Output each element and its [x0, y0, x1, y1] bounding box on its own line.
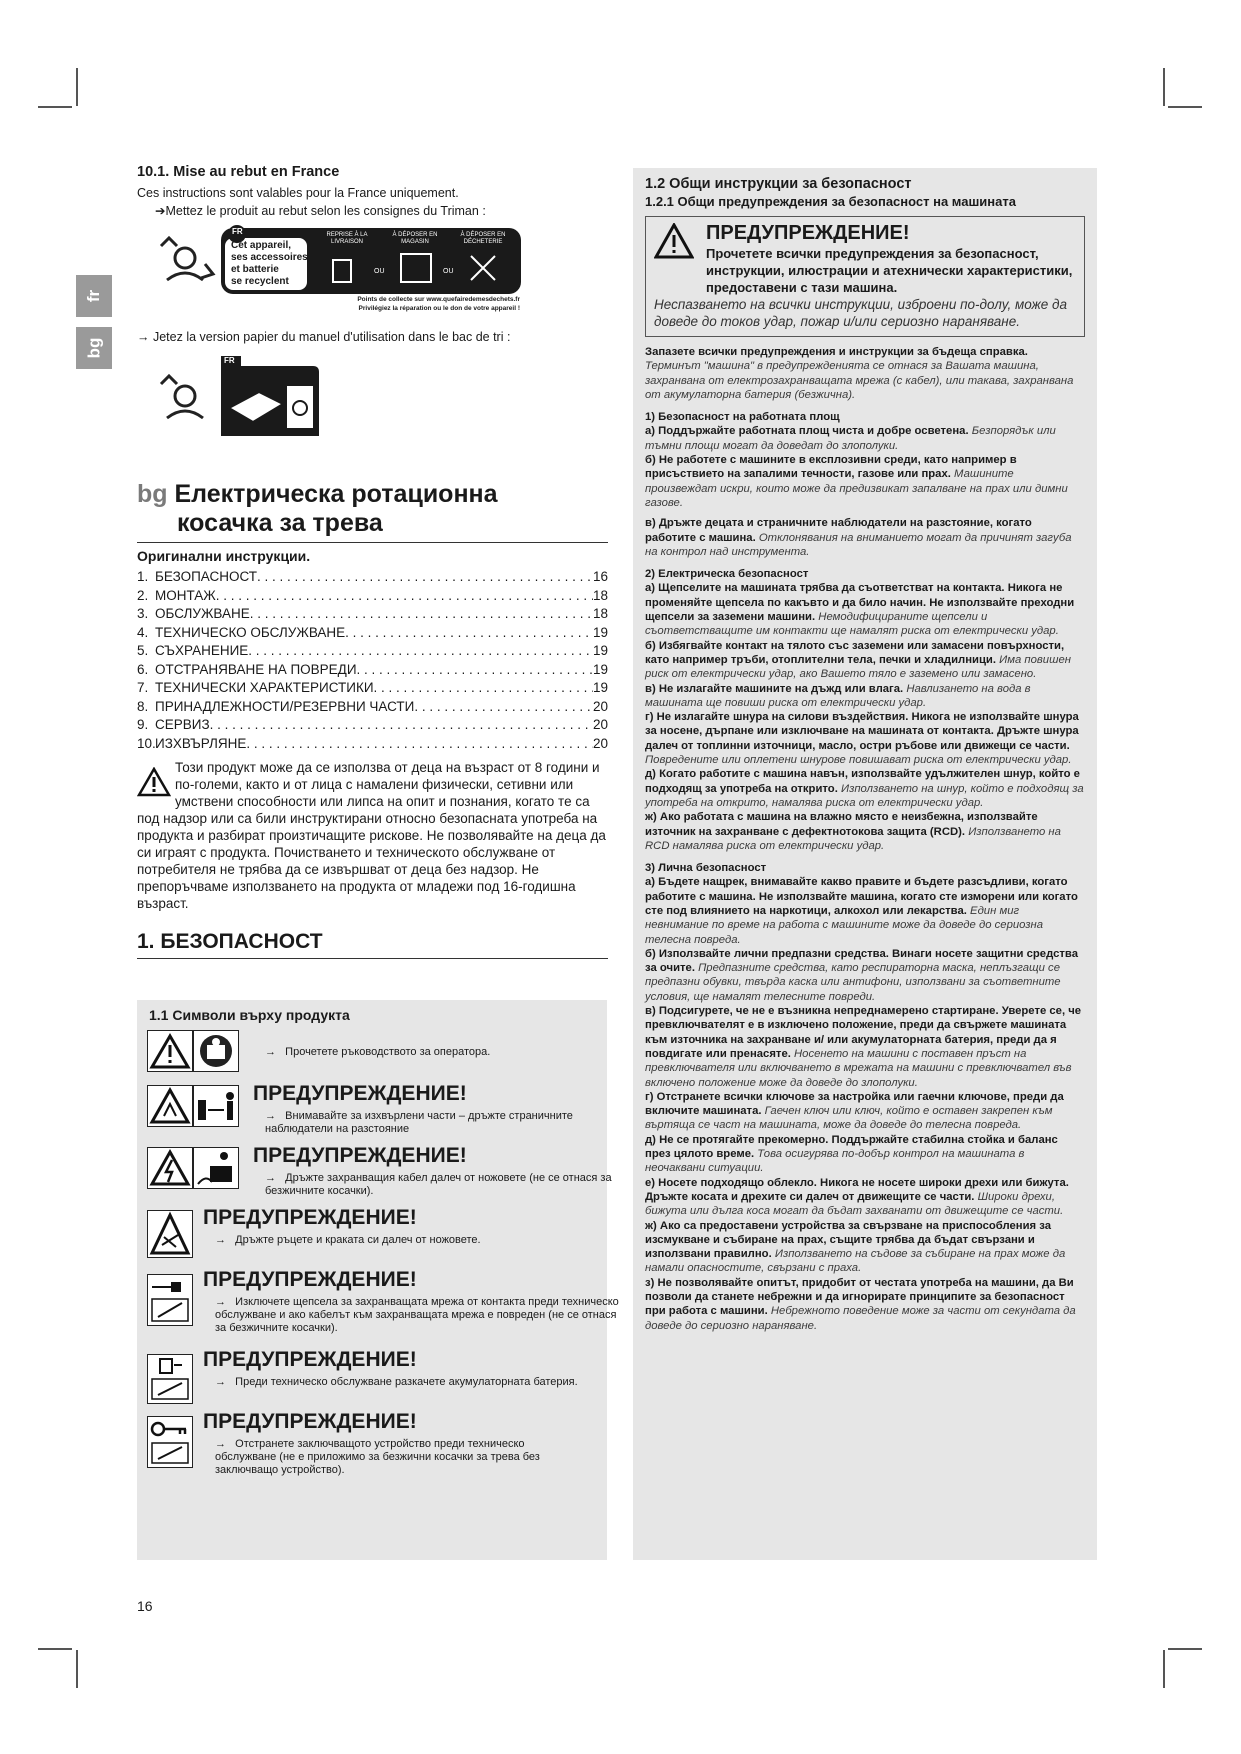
triman-line: se recyclent [231, 276, 289, 287]
arrow-icon: → [215, 1376, 226, 1388]
toc-title: ИЗХВЪРЛЯНЕ [155, 735, 247, 751]
toc-page: 20 [592, 698, 608, 714]
triman-ou: OU [443, 268, 454, 275]
triman-line: Cet appareil, [231, 240, 292, 251]
rule-item [645, 453, 1085, 510]
rule-italic: Има повишен риск от електрически удар, ако Вашето тяло е заземено или замасено. [645, 653, 1071, 681]
toc-number: 4. [137, 624, 149, 640]
toc-leader [216, 587, 593, 606]
toc-number: 5. [137, 643, 149, 658]
triman-option: REPRISE À LA LIVRAISON [326, 232, 368, 245]
toc-title: МОНТАЖ [155, 587, 216, 603]
rule-bold: б) Избягвайте контакт на тялото със заземени или замасени повърхности, като например тръби, отоплителни тела, печки и хладилници. [645, 639, 1065, 666]
language-tab-fr[interactable] [76, 275, 112, 317]
symbols-heading: 1.1 Символи върху продукта [149, 1007, 350, 1023]
rule-italic: Машините произвеждат искри, които може да предизвикат запалване на прах или димни газове. [645, 468, 1068, 509]
toc-number: 8. [137, 698, 149, 714]
rule-italic: Повредените или оплетени шнурове повишават риска от електрически удар. [645, 754, 1072, 767]
rule-bold: з) Не позволявайте опитът, придобит от честата употреба на машини, да Ви позволи да станете небрежни и да игнорирате принципите за безопасност при работа с машини. [645, 1276, 1074, 1318]
rule-italic: Използването на съдове за събиране на прах може да намали опасностите, свързани с праха. [645, 1248, 1066, 1275]
unplug-icon [147, 1274, 193, 1326]
language-tab-bg[interactable] [76, 327, 112, 369]
rule-item [645, 875, 1085, 946]
toc-page: 20 [592, 735, 608, 751]
rule-item [645, 1276, 1085, 1333]
warning-bold-text: Прочетете всички предупреждения за безопасност, инструкции, илюстрации и атехнически характеристики, предоставени с тази машина. [706, 246, 1073, 295]
triman-footer: Privilégiez la réparation ou le don de votre appareil ! [358, 305, 520, 312]
symbol-desc [253, 1110, 605, 1136]
toc-title: ОТСТРАНЯВАНЕ НА ПОВРЕДИ [155, 661, 357, 677]
toc-page: 18 [592, 587, 608, 603]
toc-entry[interactable] [137, 698, 608, 717]
symbol-row-key [147, 1410, 597, 1482]
toc-leader [250, 605, 593, 624]
toc-leader [414, 698, 593, 717]
toc-leader [257, 568, 593, 587]
warning-italic-text: Неспазването на всички инструкции, изброени по-долу, може да доведе до токов удар, пожар и/или сериозно нараняване. [654, 297, 1068, 329]
toc-page: 19 [592, 680, 608, 695]
symbol-desc-text: Внимавайте за изхвърлени части – дръжте страничните наблюдатели на разстояние [265, 1110, 573, 1135]
language-code: bg [137, 480, 168, 508]
toc-entry[interactable] [137, 735, 608, 754]
toc-leader [210, 716, 593, 735]
mower-cable-icon [193, 1147, 239, 1189]
crop-mark [1168, 106, 1202, 108]
arrow-icon: → [215, 1296, 226, 1308]
children-warning [137, 759, 608, 912]
symbol-desc-text: Прочетете ръководството за оператора. [285, 1046, 491, 1058]
rule-item [645, 516, 1085, 559]
symbols-box [137, 1000, 619, 1560]
crop-mark [1163, 68, 1165, 106]
arrow-icon: → [265, 1172, 276, 1184]
toc-entry[interactable] [137, 568, 608, 587]
rule-bold: в) Не излагайте машините на дъжд или влага. [645, 682, 904, 695]
symbol-row-unplug [147, 1268, 619, 1338]
table-of-contents [137, 568, 608, 753]
toc-leader [345, 624, 593, 643]
paper-badge: FR [224, 356, 235, 365]
rule-bold: г) Не излагайте шнура на силови въздействия. Никога не използвайте шнура за носене, дърпане или изключване на машината от контакта. Дръжте шнура далеч от топлинни източници, масло, остри ръбове или движещи се части. [645, 711, 1079, 752]
toc-entry[interactable] [137, 716, 608, 735]
rule-item [645, 639, 1085, 682]
rule-italic: Навлизането на вода в машината ще повиши риска от електрически удар. [645, 682, 1031, 709]
arrow-icon: → [265, 1046, 276, 1058]
toc-title: БЕЗОПАСНОСТ [155, 569, 258, 584]
remove-battery-icon [147, 1354, 193, 1404]
toc-leader [246, 735, 593, 754]
toc-entry[interactable] [137, 587, 608, 606]
title-line2: косачка за трева [177, 509, 383, 537]
warning-title: ПРЕДУПРЕЖДЕНИЕ! [706, 222, 910, 244]
rule-bold: а) Бъдете нащрек, внимавайте какво правите и бъдете разсъдливи, когато работите с машина. Не използвайте машина, когато сте изморени или когато сте под влиянието на наркотици, алкохол или лекарства. [645, 876, 1078, 917]
crop-mark [1163, 1650, 1165, 1688]
toc-leader [248, 642, 593, 661]
rule-item [645, 1176, 1085, 1219]
section-1-2-1-heading: 1.2.1 Общи предупреждения за безопасност на машината [645, 194, 1016, 209]
left-column [137, 164, 608, 959]
symbol-desc-text: Изключете щепсела за захранващата мрежа от контакта преди техническо обслужване и ако кабелът към захранващата мрежа е повреден (не се отнася за безжичните косачки). [215, 1296, 619, 1334]
rule-item [645, 1219, 1085, 1276]
tab-label: fr [84, 289, 103, 303]
symbol-desc [253, 1172, 621, 1198]
symbol-warning-title: ПРЕДУПРЕЖДЕНИЕ! [203, 1206, 417, 1229]
rule-item [645, 1133, 1085, 1176]
right-column [633, 168, 1097, 1560]
symbol-warning-title: ПРЕДУПРЕЖДЕНИЕ! [253, 1082, 467, 1105]
read-manual-icon [193, 1030, 239, 1072]
toc-title: ПРИНАДЛЕЖНОСТИ/РЕЗЕРВНИ ЧАСТИ [155, 698, 415, 714]
rule-bold: е) Носете подходящо облекло. Никога не носете широки дрехи или бижута. Дръжте косата и дрехите си далеч от движещите се части. [645, 1176, 1069, 1203]
triman-option: À DÉPOSER EN MAGASIN [392, 232, 438, 245]
subsection-title: 2) Електрическа безопасност [645, 568, 809, 581]
subsection-heading [645, 861, 1085, 875]
children-warning-text: Този продукт може да се използва от деца на възраст от 8 години и по-големи, както и от лица с намалени физически, сетивни или умствени способности или липса на опит и познания, когато те са под надзор или са били инструктирани относно безопасната употреба на продукта и разбират произтичащите рискове. Не позволявайте на деца да си играят с продукта. Почистването и техническото обслужване от потребителя не трябва да се извършват от деца без надзор. Не препоръчваме използването на продукта от младежи под 16-годишна възраст. [137, 760, 606, 911]
rule-item [645, 947, 1085, 1004]
symbol-warning-title: ПРЕДУПРЕЖДЕНИЕ! [203, 1410, 417, 1433]
symbol-desc [203, 1438, 585, 1477]
symbol-row-battery [147, 1348, 597, 1404]
term-text: Терминът "машина" в предупрежденията се отнася за Вашата машина, захранвана от електрозахранващата мрежа (с кабел), или такава, захранвана от акумулаторна батерия (безжична). [645, 360, 1074, 401]
warning-triangle-icon [137, 767, 171, 797]
toc-number: 7. [137, 680, 149, 695]
symbol-warning-title: ПРЕДУПРЕЖДЕНИЕ! [203, 1348, 417, 1371]
triman-line: ses accessoires, [231, 252, 311, 263]
rule-bold: ж) Ако са предоставени устройства за свързване на приспособления за изсмукване и събиране на прах, същите трябва да бъдат свързани и използвани правилно. [645, 1219, 1052, 1261]
rule-italic: Широки дрехи, бижута или дълга коса могат да бъдат захванати от движещите се части. [645, 1190, 1064, 1218]
tab-label: bg [84, 337, 103, 359]
rule-italic: Носенето на машини с поставен пръст на превключвателя или включването в мрежата на машини с превключвател във включено положение може да доведе до злополуки. [645, 1047, 1072, 1089]
toc-entry[interactable] [137, 624, 608, 643]
fr-intro: Ces instructions sont valables pour la France uniquement. [137, 186, 459, 200]
rule-bold: д) Не се протягайте прекомерно. Поддържайте стабилна стойка и баланс през цялото време. [645, 1133, 1058, 1161]
triman-ou: OU [374, 268, 385, 275]
toc-title: СЕРВИЗ [155, 717, 210, 732]
rule-item [645, 810, 1085, 853]
rule-item [645, 424, 1085, 453]
crop-mark [1168, 1648, 1202, 1650]
warning-triangle-icon [654, 223, 694, 259]
page-number: 16 [137, 1598, 153, 1614]
triman-line: et batterie [231, 264, 279, 275]
rule-bold: в) Дръжте децата и страничните наблюдатели на разстояние, когато работите с машина. [645, 517, 1032, 544]
toc-number: 6. [137, 661, 149, 677]
fr-step2: → Jetez la version papier du manuel d'utilisation dans le bac de tri : [137, 330, 511, 344]
toc-entry[interactable] [137, 605, 608, 624]
subsection-heading [645, 410, 1085, 424]
rule-item [645, 710, 1085, 767]
rule-italic: Предпазните средства, като респираторна маска, неплъзгащи се предпазни обувки, твърда каска или антифони, използвани за съответните условия, ще намалят телесните повреди. [645, 962, 1061, 1003]
blade-hazard-icon [147, 1210, 193, 1258]
toc-title: СЪХРАНЕНИЕ [155, 643, 249, 658]
triman-logo [155, 224, 535, 320]
crop-mark [76, 1650, 78, 1688]
toc-number: 9. [137, 717, 149, 732]
symbol-desc [203, 1376, 605, 1389]
toc-page: 16 [592, 569, 608, 584]
rule-bold: а) Поддържайте работната площ чиста и добре осветена. [645, 425, 969, 438]
toc-leader [357, 661, 593, 680]
triman-footer: Points de collecte sur www.quefairedemesdechets.fr [357, 296, 520, 303]
subsection-title: 3) Лична безопасност [645, 862, 767, 875]
toc-page: 19 [592, 661, 608, 677]
toc-number: 3. [137, 606, 149, 621]
rule-italic: Безпорядък или тъмни площи могат да доведат до злополуки. [645, 425, 1056, 452]
fr-section-heading: 10.1. Mise au rebut en France [137, 164, 340, 180]
crop-mark [76, 68, 78, 106]
general-warning-box [645, 216, 1085, 337]
subsection-heading [645, 567, 1085, 581]
symbol-desc-text: Преди техническо обслужване разкачете акумулаторната батерия. [235, 1376, 578, 1388]
rule-bold: б) Не работете с машините в експлозивни среди, като например в присъствието на запалими течности, газове или прах. [645, 454, 1017, 481]
paper-recycle-icon [155, 356, 375, 446]
symbol-desc-text: Дръжте ръцете и краката си далеч от ножовете. [235, 1234, 481, 1246]
symbol-row-thrown-objects [147, 1082, 597, 1135]
toc-number: 2. [137, 587, 149, 603]
symbol-row-cable [147, 1144, 612, 1197]
title-rule [137, 542, 608, 543]
rule-item [645, 682, 1085, 711]
toc-page: 20 [592, 717, 608, 732]
rule-item [645, 767, 1085, 810]
triman-badge: FR [232, 227, 243, 236]
symbol-row-read-manual [147, 1030, 597, 1078]
fr-step1: ➔Mettez le produit au rebut selon les consignes du Triman : [155, 204, 486, 218]
rule-item [645, 1090, 1085, 1133]
rule-italic: Използването на RCD намалява риска от електрически удар. [645, 825, 1061, 852]
arrow-icon: → [215, 1234, 226, 1246]
toc-number: 1. [137, 569, 149, 584]
rule-italic: Небрежното поведение може за части от секундата да доведе до сериозно нараняване. [645, 1305, 1076, 1332]
thrown-objects-icon [147, 1085, 193, 1127]
safety-rule [137, 958, 608, 959]
toc-leader [374, 679, 593, 698]
electric-shock-icon [147, 1147, 193, 1189]
rule-italic: Немодифицираните щепсели и съответстващите им контакти ще намалят риска от електрически удар. [645, 611, 1059, 638]
warning-triangle-icon [147, 1030, 193, 1072]
crop-mark [38, 1648, 72, 1650]
crop-mark [38, 106, 72, 108]
subsection-title: 1) Безопасност на работната площ [645, 411, 840, 424]
paper-recycle-logo [155, 356, 375, 446]
title-line1: Електрическа ротационна [174, 480, 498, 508]
symbol-desc-text: Дръжте захранващия кабел далеч от ножовете (не се отнася за безжичните косачки). [265, 1172, 612, 1197]
toc-page: 18 [592, 606, 608, 621]
safety-heading: 1. БЕЗОПАСНОСТ [137, 930, 323, 953]
keep-text: Запазете всички предупреждения и инструкции за бъдеща справка. [645, 346, 1028, 358]
rule-bold: б) Използвайте лични предпазни средства. Винаги носете защитни средства за очите. [645, 947, 1079, 975]
toc-entry[interactable] [137, 661, 608, 680]
toc-entry[interactable] [137, 642, 608, 661]
toc-entry[interactable] [137, 679, 608, 698]
rule-italic: Отклонявания на вниманието могат да причинят загуба на контрол над инструмента. [645, 531, 1072, 558]
symbol-row-blades [147, 1206, 597, 1260]
symbol-warning-title: ПРЕДУПРЕЖДЕНИЕ! [253, 1144, 467, 1167]
rule-bold: а) Щепселите на машината трябва да съответстват на контакта. Никога не променяйте щепсела по какъвто и да било начин. Не използвайте преходни щепсели за заземени машини. [645, 582, 1075, 624]
rule-italic: Гаечен ключ или ключ, който е оставен закрепен към въртяща се част на машината, може да доведе до телесна повреда. [645, 1105, 1053, 1132]
section-1-2-heading: 1.2 Общи инструкции за безопасност [645, 176, 912, 192]
toc-title: ОБСЛУЖВАНЕ [155, 606, 250, 621]
toc-title: ТЕХНИЧЕСКО ОБСЛУЖВАНЕ [155, 624, 346, 640]
rule-bold: г) Отстранете всички ключове за настройка или гаечни ключове, преди да включите машината. [645, 1090, 1064, 1118]
symbol-warning-title: ПРЕДУПРЕЖДЕНИЕ! [203, 1268, 417, 1291]
keep-distance-icon [193, 1085, 239, 1127]
symbol-desc [203, 1234, 605, 1247]
rule-bold: в) Подсигурете, че не е възникна непреднамерено стартиране. Уверете се, че превключвателят е в изключено положение, преди да свържете машината към източника на захранване и/ или акумулаторната батерия, преди да я повдигате или пренасяте. [645, 1005, 1082, 1060]
arrow-icon: → [265, 1110, 276, 1122]
rule-italic: Един миг невнимание по време на работа с машините може да доведе до сериозна телесна повреда. [645, 904, 1044, 946]
term-definition [645, 359, 1085, 402]
keep-instructions [645, 345, 1085, 359]
toc-page: 19 [592, 624, 608, 640]
document-title [137, 480, 608, 538]
toc-page: 19 [592, 643, 608, 658]
rule-italic: Използването на шнур, който е подходящ за употреба на открито, намалява риска от електрически удар. [645, 782, 1084, 809]
remove-key-icon [147, 1416, 193, 1468]
toc-title: ТЕХНИЧЕСКИ ХАРАКТЕРИСТИКИ [155, 680, 374, 695]
rule-bold: ж) Ако работата с машина на влажно място е неизбежна, използвайте източник на захранване с дефектнотокова защита (RCD). [645, 811, 1038, 838]
language-tabs [76, 275, 112, 379]
symbol-desc-text: Отстранете заключващото устройство преди техническо обслужване (не е приложимо за безжични косачки за трева без заключващо устройство). [215, 1438, 540, 1476]
rule-item [645, 581, 1085, 638]
triman-option: À DÉPOSER EN DÉCHETERIE [460, 232, 506, 245]
toc-number: 10. [137, 735, 156, 751]
symbol-desc [265, 1046, 595, 1059]
symbol-desc [203, 1296, 619, 1335]
rule-item [645, 1004, 1085, 1090]
rule-italic: Това осигурява по-добър контрол на машината в неочаквани ситуации. [645, 1148, 1025, 1175]
arrow-icon: → [215, 1438, 226, 1450]
original-instructions: Оригинални инструкции. [137, 548, 311, 564]
rule-bold: д) Когато работите с машина навън, използвайте удължителен шнур, който е подходящ за употреба на открито. [645, 768, 1080, 795]
